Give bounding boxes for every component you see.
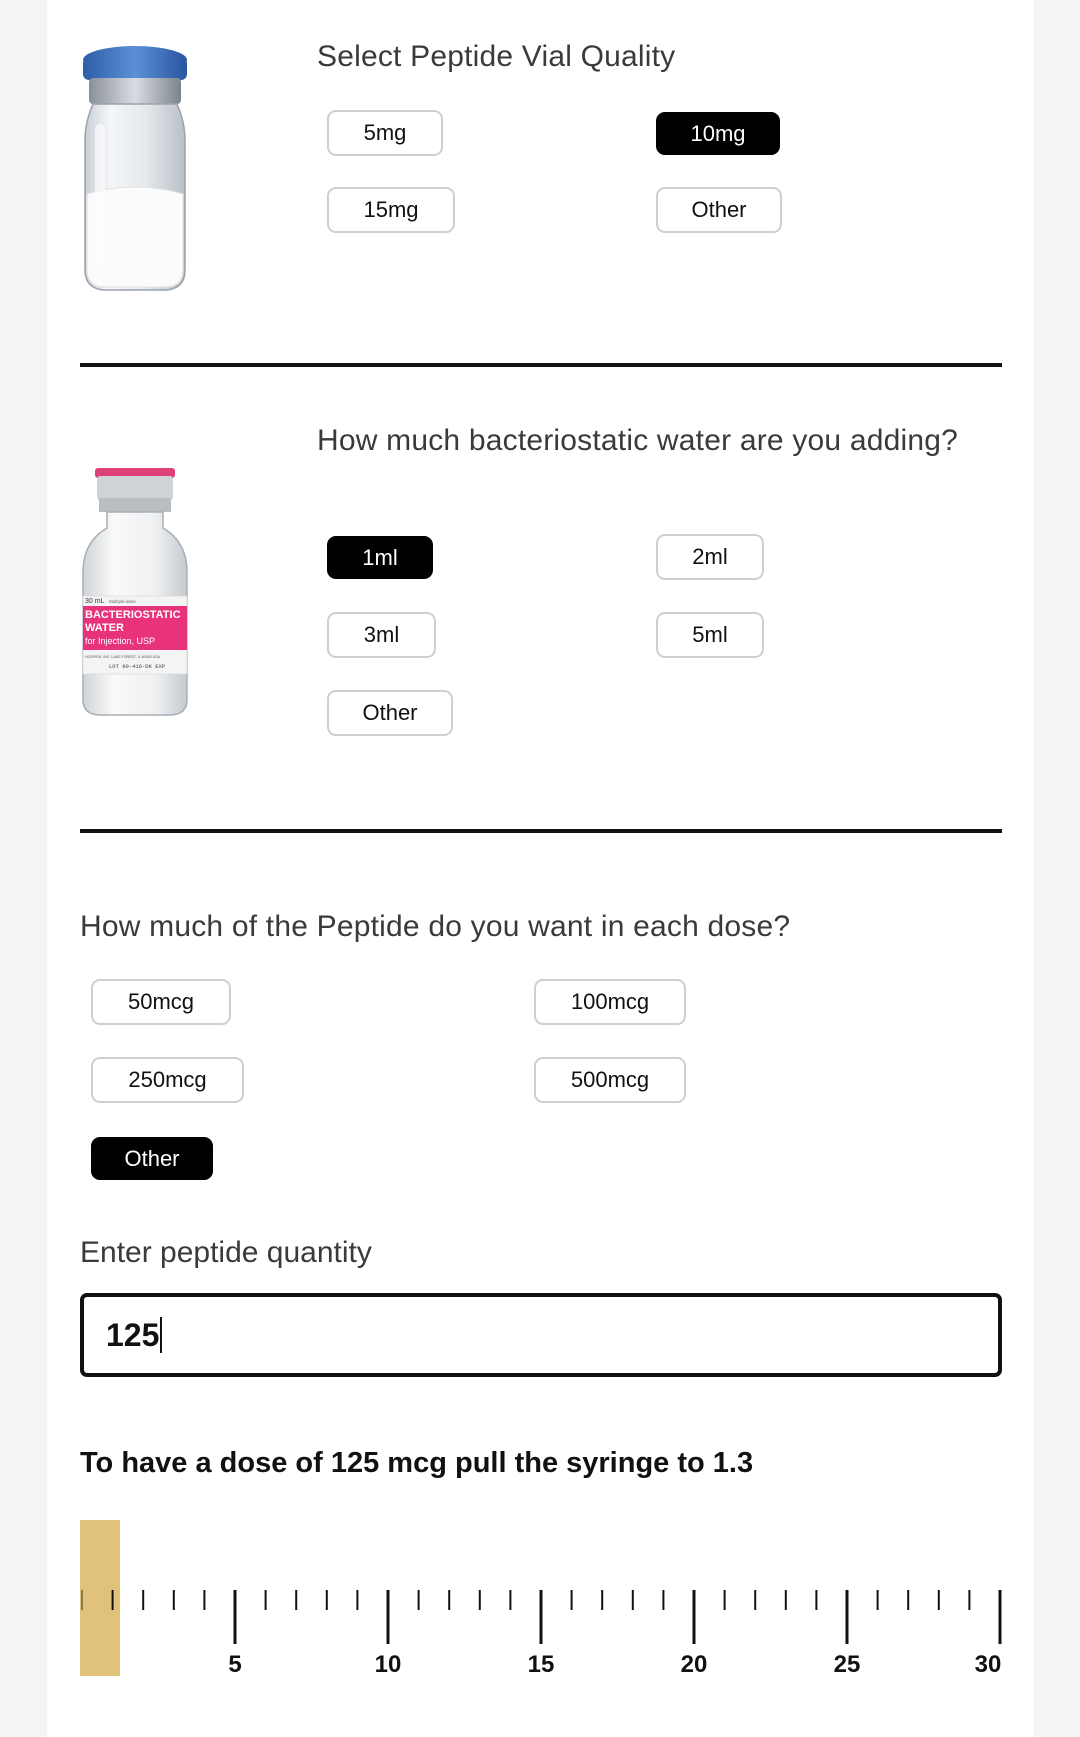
vial-option-other[interactable]: Other <box>656 187 782 233</box>
syringe-scale <box>80 1520 1002 1680</box>
bottle-label-line3: for Injection, USP <box>85 636 156 646</box>
water-option-3ml[interactable]: 3ml <box>327 612 436 658</box>
water-title: How much bacteriostatic water are you adding? <box>317 424 958 457</box>
peptide-vial-image <box>79 44 191 292</box>
bottle-lot-text: LOT 90-416-DK EXP <box>109 663 166 670</box>
result-text: To have a dose of 125 mcg pull the syringe to 1.3 <box>80 1447 754 1479</box>
section-divider <box>80 829 1002 833</box>
syringe-tick-label: 25 <box>833 1651 861 1678</box>
vial-quality-title: Select Peptide Vial Quality <box>317 40 676 73</box>
water-section <box>47 370 1034 830</box>
syringe-fill <box>80 1520 120 1676</box>
bacteriostatic-water-bottle-image <box>79 468 191 716</box>
syringe-tick-label: 15 <box>527 1651 555 1678</box>
syringe-tick-label: 30 <box>974 1651 1002 1678</box>
water-option-2ml[interactable]: 2ml <box>656 534 764 580</box>
water-option-1ml[interactable]: 1ml <box>327 536 433 579</box>
vial-option-5mg[interactable]: 5mg <box>327 110 443 156</box>
bottle-size-text: 30 mL <box>85 598 105 605</box>
quantity-input[interactable] <box>80 1293 1002 1377</box>
section-divider <box>80 363 1002 367</box>
syringe-tick-label: 20 <box>680 1651 708 1678</box>
dose-option-other[interactable]: Other <box>91 1137 213 1180</box>
bottle-dose-type-text: Multiple-dose <box>109 599 136 604</box>
dose-option-50mcg[interactable]: 50mcg <box>91 979 231 1025</box>
dose-option-250mcg[interactable]: 250mcg <box>91 1057 244 1103</box>
dose-option-500mcg[interactable]: 500mcg <box>534 1057 686 1103</box>
vial-quality-section <box>47 0 1034 370</box>
quantity-value: 125 <box>106 1316 160 1353</box>
calculator-card <box>47 0 1034 1737</box>
dose-section <box>47 870 1034 1200</box>
syringe-tick-label: 10 <box>374 1651 402 1678</box>
water-option-5ml[interactable]: 5ml <box>656 612 764 658</box>
quantity-label: Enter peptide quantity <box>80 1236 372 1269</box>
vial-option-15mg[interactable]: 15mg <box>327 187 455 233</box>
dose-title: How much of the Peptide do you want in each dose? <box>80 910 791 943</box>
bottle-maker-text: HOSPIRA, INC. LAKE FOREST, IL 60045 USA <box>85 655 160 659</box>
text-caret <box>160 1317 162 1353</box>
bottle-label-line1: BACTERIOSTATIC <box>85 609 181 621</box>
water-option-other[interactable]: Other <box>327 690 453 736</box>
bottle-label-line2: WATER <box>85 622 124 634</box>
dose-option-100mcg[interactable]: 100mcg <box>534 979 686 1025</box>
syringe-tick-label: 5 <box>228 1651 242 1678</box>
vial-option-10mg[interactable]: 10mg <box>656 112 780 155</box>
